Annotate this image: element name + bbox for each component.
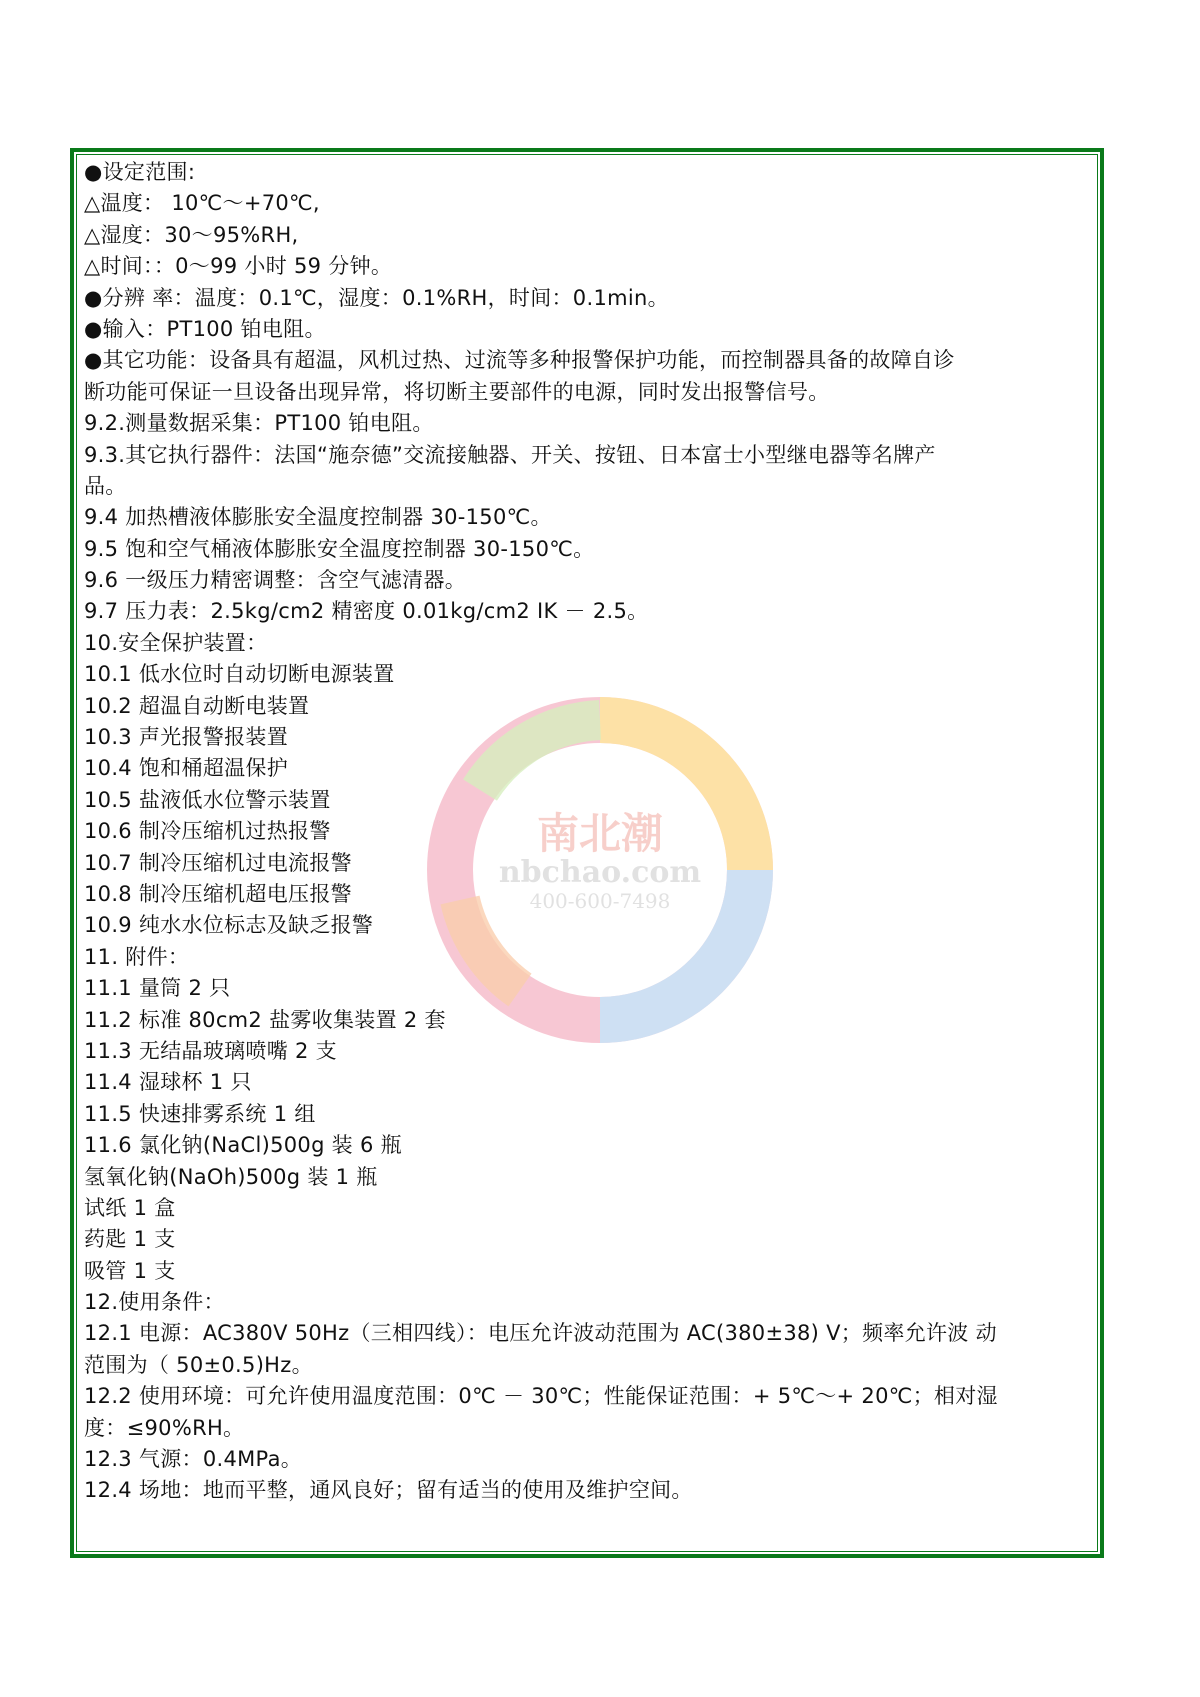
document-body bbox=[84, 157, 1094, 1507]
text-line: 12.4 场地：地而平整，通风良好；留有适当的使用及维护空间。 bbox=[84, 1478, 693, 1503]
text-line: 10.4 饱和桶超温保护 bbox=[84, 756, 289, 781]
text-line: ●输入：PT100 铂电阻。 bbox=[84, 316, 326, 341]
text-line: 10.6 制冷压缩机过热报警 bbox=[84, 819, 331, 844]
text-line: 断功能可保证一旦设备出现异常，将切断主要部件的电源，同时发出报警信号。 bbox=[84, 379, 830, 404]
text-line: 9.4 加热槽液体膨胀安全温度控制器 30-150℃。 bbox=[84, 505, 552, 530]
text-line: 11. 附件： bbox=[84, 944, 190, 969]
text-line: △温度： 10℃～+70℃, bbox=[84, 191, 320, 216]
text-line: ●设定范围: bbox=[84, 160, 196, 184]
text-line: 11.1 量筒 2 只 bbox=[84, 976, 231, 1001]
watermark-brand-cn: 南北潮 bbox=[536, 809, 664, 858]
text-line: 10.9 纯水水位标志及缺乏报警 bbox=[84, 913, 374, 938]
text-line: 吸管 1 支 bbox=[84, 1258, 176, 1283]
text-line: 10.8 制冷压缩机超电压报警 bbox=[84, 881, 352, 906]
text-line: 9.5 饱和空气桶液体膨胀安全温度控制器 30-150℃。 bbox=[84, 536, 595, 561]
text-line: 12.3 气源：0.4MPa。 bbox=[84, 1447, 303, 1472]
text-line: △时间：：0～99 小时 59 分钟。 bbox=[84, 254, 393, 279]
text-line: 范围为（ 50±0.5)Hz。 bbox=[84, 1352, 313, 1377]
text-line: △湿度：30～95%RH, bbox=[84, 222, 299, 247]
text-line: 度：≤90%RH。 bbox=[84, 1415, 245, 1440]
text-line: ●其它功能：设备具有超温，风机过热、过流等多种报警保护功能，而控制器具备的故障自诊 bbox=[84, 348, 955, 373]
text-line: 11.5 快速排雾系统 1 组 bbox=[84, 1101, 316, 1126]
text-line: 9.6 一级压力精密调整：含空气滤清器。 bbox=[84, 568, 467, 593]
text-line: 9.2.测量数据采集：PT100 铂电阻。 bbox=[84, 411, 434, 436]
text-line: 药匙 1 支 bbox=[84, 1227, 176, 1252]
watermark-phone: 400-600-7498 bbox=[529, 889, 671, 913]
text-line: 试纸 1 盒 bbox=[84, 1195, 176, 1220]
text-line: 氢氧化钠(NaOh)500g 装 1 瓶 bbox=[84, 1164, 378, 1189]
text-line: 11.3 无结晶玻璃喷嘴 2 支 bbox=[84, 1038, 337, 1063]
watermark-brand-en: nbchao.com bbox=[498, 855, 702, 890]
text-line: 9.7 压力表：2.5kg/cm2 精密度 0.01kg/cm2 IK － 2.5。 bbox=[84, 599, 649, 624]
text-line: 12.2 使用环境：可允许使用温度范围：0℃ － 30℃；性能保证范围：+ 5℃～+ 20℃；相对湿 bbox=[84, 1384, 998, 1409]
text-line: 10.5 盐液低水位警示装置 bbox=[84, 787, 331, 812]
text-line: 10.3 声光报警报装置 bbox=[84, 725, 289, 750]
text-line: 10.2 超温自动断电装置 bbox=[84, 693, 310, 718]
text-line: 12.使用条件： bbox=[84, 1290, 225, 1315]
text-line: 11.6 氯化钠(NaCl)500g 装 6 瓶 bbox=[84, 1133, 402, 1158]
text-line: 12.1 电源：AC380V 50Hz（三相四线）：电压允许波动范围为 AC(380±38) V；频率允许波 动 bbox=[84, 1321, 997, 1346]
text-line: 10.安全保护装置： bbox=[84, 630, 268, 655]
text-line: 10.7 制冷压缩机过电流报警 bbox=[84, 850, 352, 875]
text-line: 10.1 低水位时自动切断电源装置 bbox=[84, 662, 395, 687]
text-line: 11.4 湿球杯 1 只 bbox=[84, 1070, 252, 1095]
text-line: 9.3.其它执行器件：法国“施奈德”交流接触器、开关、按钮、日本富士小型继电器等名牌产 bbox=[84, 442, 936, 467]
text-line: 11.2 标准 80cm2 盐雾收集装置 2 套 bbox=[84, 1007, 446, 1032]
text-line: 品。 bbox=[84, 473, 127, 498]
text-line: ●分辨 率：温度：0.1℃，湿度：0.1%RH，时间：0.1min。 bbox=[84, 285, 669, 310]
